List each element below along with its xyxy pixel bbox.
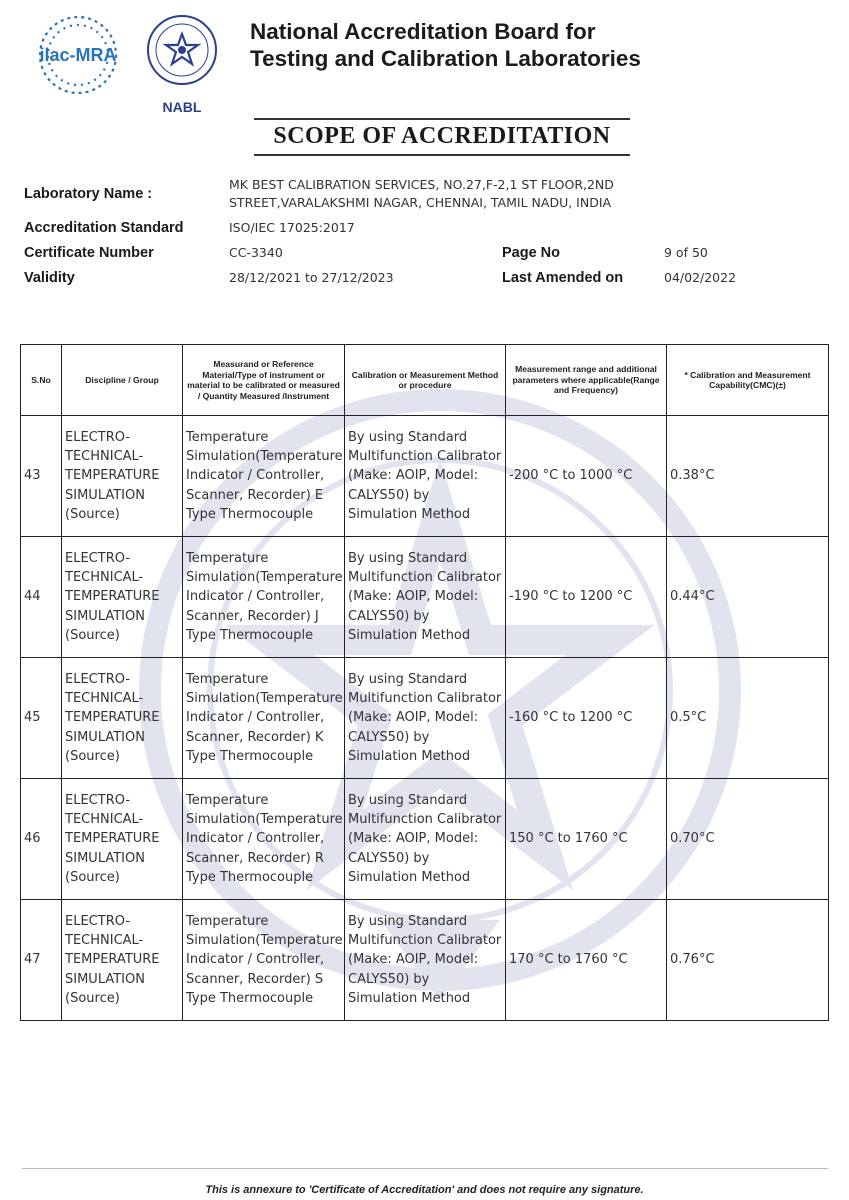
certificate-label: Certificate Number [24, 245, 154, 261]
cell-discipline: ELECTRO-TECHNICAL-TEMPERATURE SIMULATION (Source) [62, 658, 183, 779]
cell-method: By using Standard Multifunction Calibrator (Make: AOIP, Model: CALYS50) by Simulation Method [345, 658, 506, 779]
cell-method: By using Standard Multifunction Calibrator (Make: AOIP, Model: CALYS50) by Simulation Method [345, 779, 506, 900]
cell-discipline: ELECTRO-TECHNICAL-TEMPERATURE SIMULATION (Source) [62, 416, 183, 537]
cell-method: By using Standard Multifunction Calibrator (Make: AOIP, Model: CALYS50) by Simulation Method [345, 537, 506, 658]
table-row [21, 537, 829, 658]
validity-value: 28/12/2021 to 27/12/2023 [229, 270, 394, 285]
cell-measurand: Temperature Simulation(Temperature Indicator / Controller, Scanner, Recorder) K Type Thermocouple [183, 658, 345, 779]
header-range: Measurement range and additional parameters where applicable(Range and Frequency) [506, 345, 667, 416]
cell-range: 170 °C to 1760 °C [506, 900, 667, 1021]
organization-name [250, 18, 770, 72]
cell-cmc: 0.44°C [667, 537, 829, 658]
cell-discipline: ELECTRO-TECHNICAL-TEMPERATURE SIMULATION (Source) [62, 779, 183, 900]
table-row [21, 416, 829, 537]
table-row [21, 900, 829, 1021]
amended-value: 04/02/2022 [664, 270, 737, 285]
cell-discipline: ELECTRO-TECHNICAL-TEMPERATURE SIMULATION (Source) [62, 900, 183, 1021]
lab-name-line-2: STREET,VARALAKSHMI NAGAR, CHENNAI, TAMIL NADU, INDIA [229, 195, 612, 210]
cell-measurand: Temperature Simulation(Temperature Indicator / Controller, Scanner, Recorder) J Type Thermocouple [183, 537, 345, 658]
ilac-mra-logo [26, 12, 130, 98]
cell-sno: 45 [21, 658, 62, 779]
cell-range: -190 °C to 1200 °C [506, 537, 667, 658]
table-row [21, 658, 829, 779]
footer-note: This is annexure to 'Certificate of Accreditation' and does not require any signature. [205, 1184, 644, 1196]
cell-cmc: 0.76°C [667, 900, 829, 1021]
cell-range: -200 °C to 1000 °C [506, 416, 667, 537]
cell-cmc: 0.70°C [667, 779, 829, 900]
header-measurand: Measurand or Reference Material/Type of instrument or material to be calibrated or measured / Quantity Measured /Instrument [183, 345, 345, 416]
scope-table [20, 344, 829, 1021]
amended-label: Last Amended on [502, 270, 624, 286]
footer-divider [22, 1168, 828, 1169]
nabl-logo [142, 10, 222, 118]
organization-line-2: Testing and Calibration Laboratories [250, 46, 641, 71]
cell-sno: 47 [21, 900, 62, 1021]
table-row [21, 779, 829, 900]
standard-label: Accreditation Standard [24, 220, 184, 236]
cell-discipline: ELECTRO-TECHNICAL-TEMPERATURE SIMULATION (Source) [62, 537, 183, 658]
cell-cmc: 0.38°C [667, 416, 829, 537]
header-sno: S.No [21, 345, 62, 416]
page-value: 9 of 50 [664, 245, 708, 260]
header-cmc: * Calibration and Measurement Capability(CMC)(±) [667, 345, 829, 416]
cell-sno: 46 [21, 779, 62, 900]
cell-measurand: Temperature Simulation(Temperature Indicator / Controller, Scanner, Recorder) E Type Thermocouple [183, 416, 345, 537]
cell-sno: 43 [21, 416, 62, 537]
lab-name-line-1: MK BEST CALIBRATION SERVICES, NO.27,F-2,1 ST FLOOR,2ND [229, 177, 614, 192]
table-header-row [21, 345, 829, 416]
cell-range: 150 °C to 1760 °C [506, 779, 667, 900]
header-discipline: Discipline / Group [62, 345, 183, 416]
certificate-value: CC-3340 [229, 245, 283, 260]
cell-measurand: Temperature Simulation(Temperature Indicator / Controller, Scanner, Recorder) R Type Thermocouple [183, 779, 345, 900]
standard-value: ISO/IEC 17025:2017 [229, 220, 355, 235]
cell-range: -160 °C to 1200 °C [506, 658, 667, 779]
nabl-logo-text: NABL [162, 99, 202, 115]
cell-method: By using Standard Multifunction Calibrator (Make: AOIP, Model: CALYS50) by Simulation Method [345, 416, 506, 537]
header-method: Calibration or Measurement Method or procedure [345, 345, 506, 416]
cell-method: By using Standard Multifunction Calibrator (Make: AOIP, Model: CALYS50) by Simulation Method [345, 900, 506, 1021]
validity-label: Validity [24, 270, 75, 286]
page-label: Page No [502, 245, 561, 261]
cell-measurand: Temperature Simulation(Temperature Indicator / Controller, Scanner, Recorder) S Type Thermocouple [183, 900, 345, 1021]
organization-line-1: National Accreditation Board for [250, 19, 596, 44]
lab-name-label: Laboratory Name : [24, 186, 153, 202]
cell-sno: 44 [21, 537, 62, 658]
cell-cmc: 0.5°C [667, 658, 829, 779]
document-title: SCOPE OF ACCREDITATION [254, 118, 630, 156]
ilac-logo-text: ilac-MRA [39, 45, 117, 65]
